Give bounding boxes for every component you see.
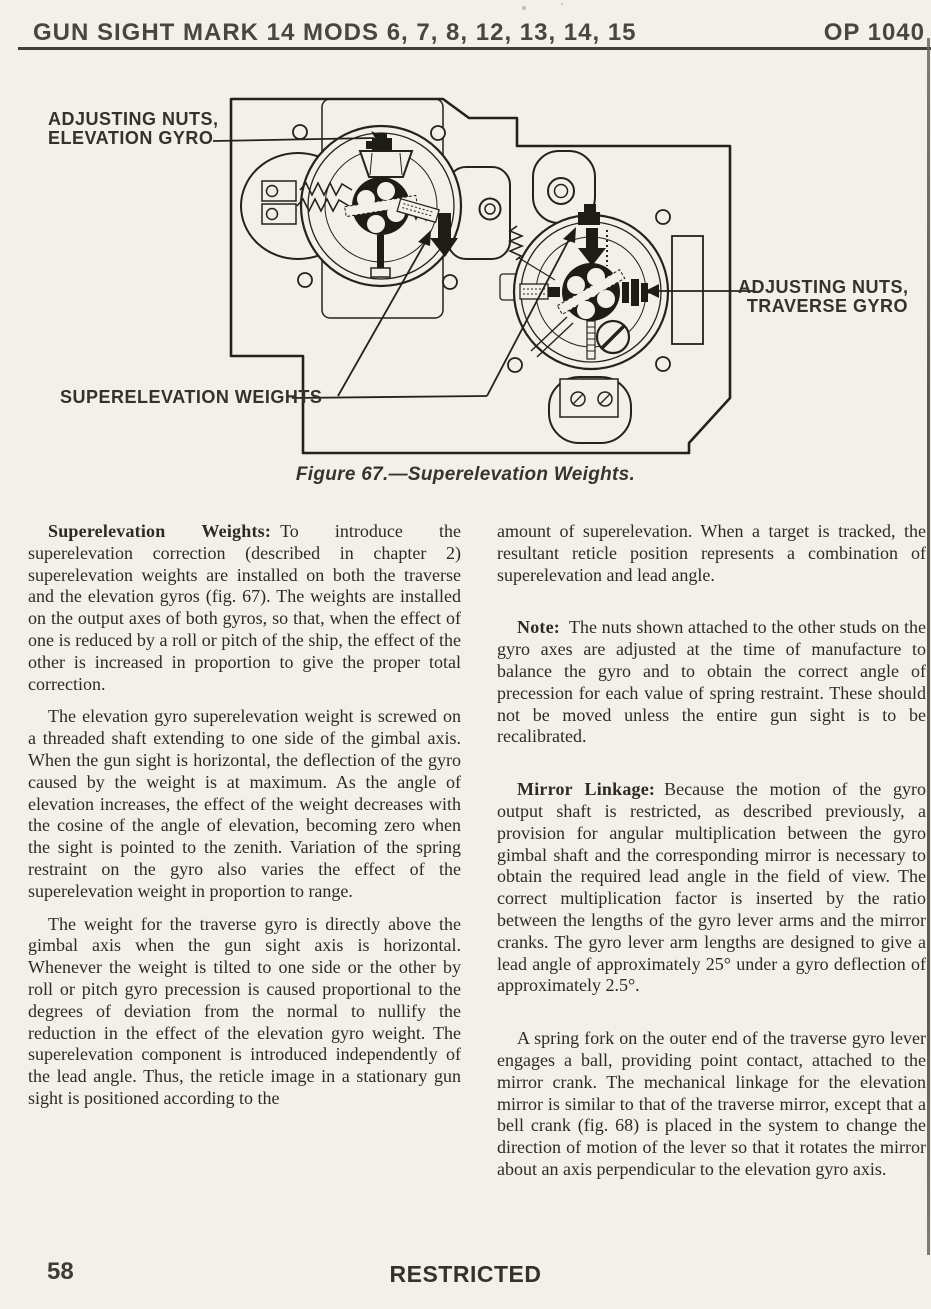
paragraph [28,914,461,1110]
paragraph-mirror-linkage [497,779,926,997]
paragraph [497,1028,926,1181]
page-number: 58 [47,1258,74,1285]
paragraph-text: A spring fork on the outer end of the traverse gyro lever engages a ball, providing point contact, attached to the mirror crank. The mechanical linkage for the elevation mirror is similar to that of the traverse mirror, except that a bell crank (fig. 68) is placed in the system to change the direction of motion of the lever so that it rotates the mirror about an axis perpendicular to the elevation gyro axis. [497,1028,926,1179]
scan-speck [522,6,526,10]
paragraph-lead: Superelevation Weights: [48,521,272,541]
callout-label-traverse-gyro [738,278,908,317]
callout-label-line: TRAVERSE GYRO [746,296,908,317]
scan-speck [561,3,563,5]
callout-label-elevation-gyro [48,110,219,149]
right-column [497,521,926,1181]
left-column [28,521,461,1110]
paragraph-text: The nuts shown attached to the other studs on the gyro axes are adjusted at the time of manufacture to balance the gyro and to obtain the correct angle of precession for each value of spring restraint. These should not be moved unless the entire gun sight is to be recalibrated. [497,617,926,747]
paragraph-text: The elevation gyro superelevation weight is screwed on a threaded shaft extending to one side of the gimbal axis. When the gun sight is horizontal, the deflection of the gyro caused by the weight is at maximum. As the angle of elevation increases, the effect of the weight decreases with the cosine of the angle of elevation, becoming zero when the sight is pointed to the zenith. Variation of the spring restraint on the gyro also varies the effect of the superelevation weight in proportion to range. [28,706,461,901]
callout-label-line: ADJUSTING NUTS, [48,109,219,129]
paragraph-lead: Mirror Linkage: [517,779,656,800]
header-rule [18,47,931,50]
callout-label-line: ADJUSTING NUTS, [738,277,909,297]
paragraph-text: The weight for the traverse gyro is directly above the gimbal axis when the gun sight axis is horizontal. Whenever the weight is tilted to one side or the other by roll or pitch gyro precession is caused proportional to the degrees of deviation from the normal to nullify the reduction in the effect of the elevation gyro weight. The superelevation component is introduced independently of the lead angle. Thus, the reticle image in a stationary gun sight is positioned according to the [28,913,461,1108]
paragraph-continuation [497,521,926,586]
paragraph-note [497,617,926,748]
traverse-gyro [500,151,668,443]
paragraph-superelevation-weights [28,521,461,695]
page-header-title: GUN SIGHT MARK 14 MODS 6, 7, 8, 12, 13, 14, 15 [33,19,637,46]
paragraph-text: To introduce the superelevation correction (described in chapter 2) superelevation weights are installed on both the traverse and the elevation gyros (fig. 67). The weights are installed on the output axes of both gyros, so that, when the effect of one is reduced by a roll or pitch of the ship, the effect of the other is increased in proportion to give the proper total correction. [28,521,461,694]
callout-label-line: ELEVATION GYRO [48,128,214,149]
paragraph-lead: Note: [517,617,560,638]
callout-label-superelevation-weights: SUPERELEVATION WEIGHTS [60,387,323,407]
classification-banner: RESTRICTED [389,1261,542,1287]
elevation-gyro [241,126,510,286]
paragraph [28,706,461,902]
paragraph-text: amount of superelevation. When a target is tracked, the resultant reticle position represents a combination of superelevation and lead angle. [497,521,926,585]
figure-caption: Figure 67.—Superelevation Weights. [295,464,636,485]
paragraph-text: Because the motion of the gyro output shaft is restricted, as described previously, a provision for angular multiplication between the gyro gimbal shaft and the corresponding mirror is necessary to obtain the required lead angle in the field of view. The correct multiplication factor is inserted by the ratio between the lengths of the gyro lever arms and the mirror cranks. The gyro lever arm lengths are designed to give a lead angle of approximately 25° under a gyro deflection of approximately 2.5°. [497,779,926,996]
page-header-op-number: OP 1040 [823,19,925,46]
